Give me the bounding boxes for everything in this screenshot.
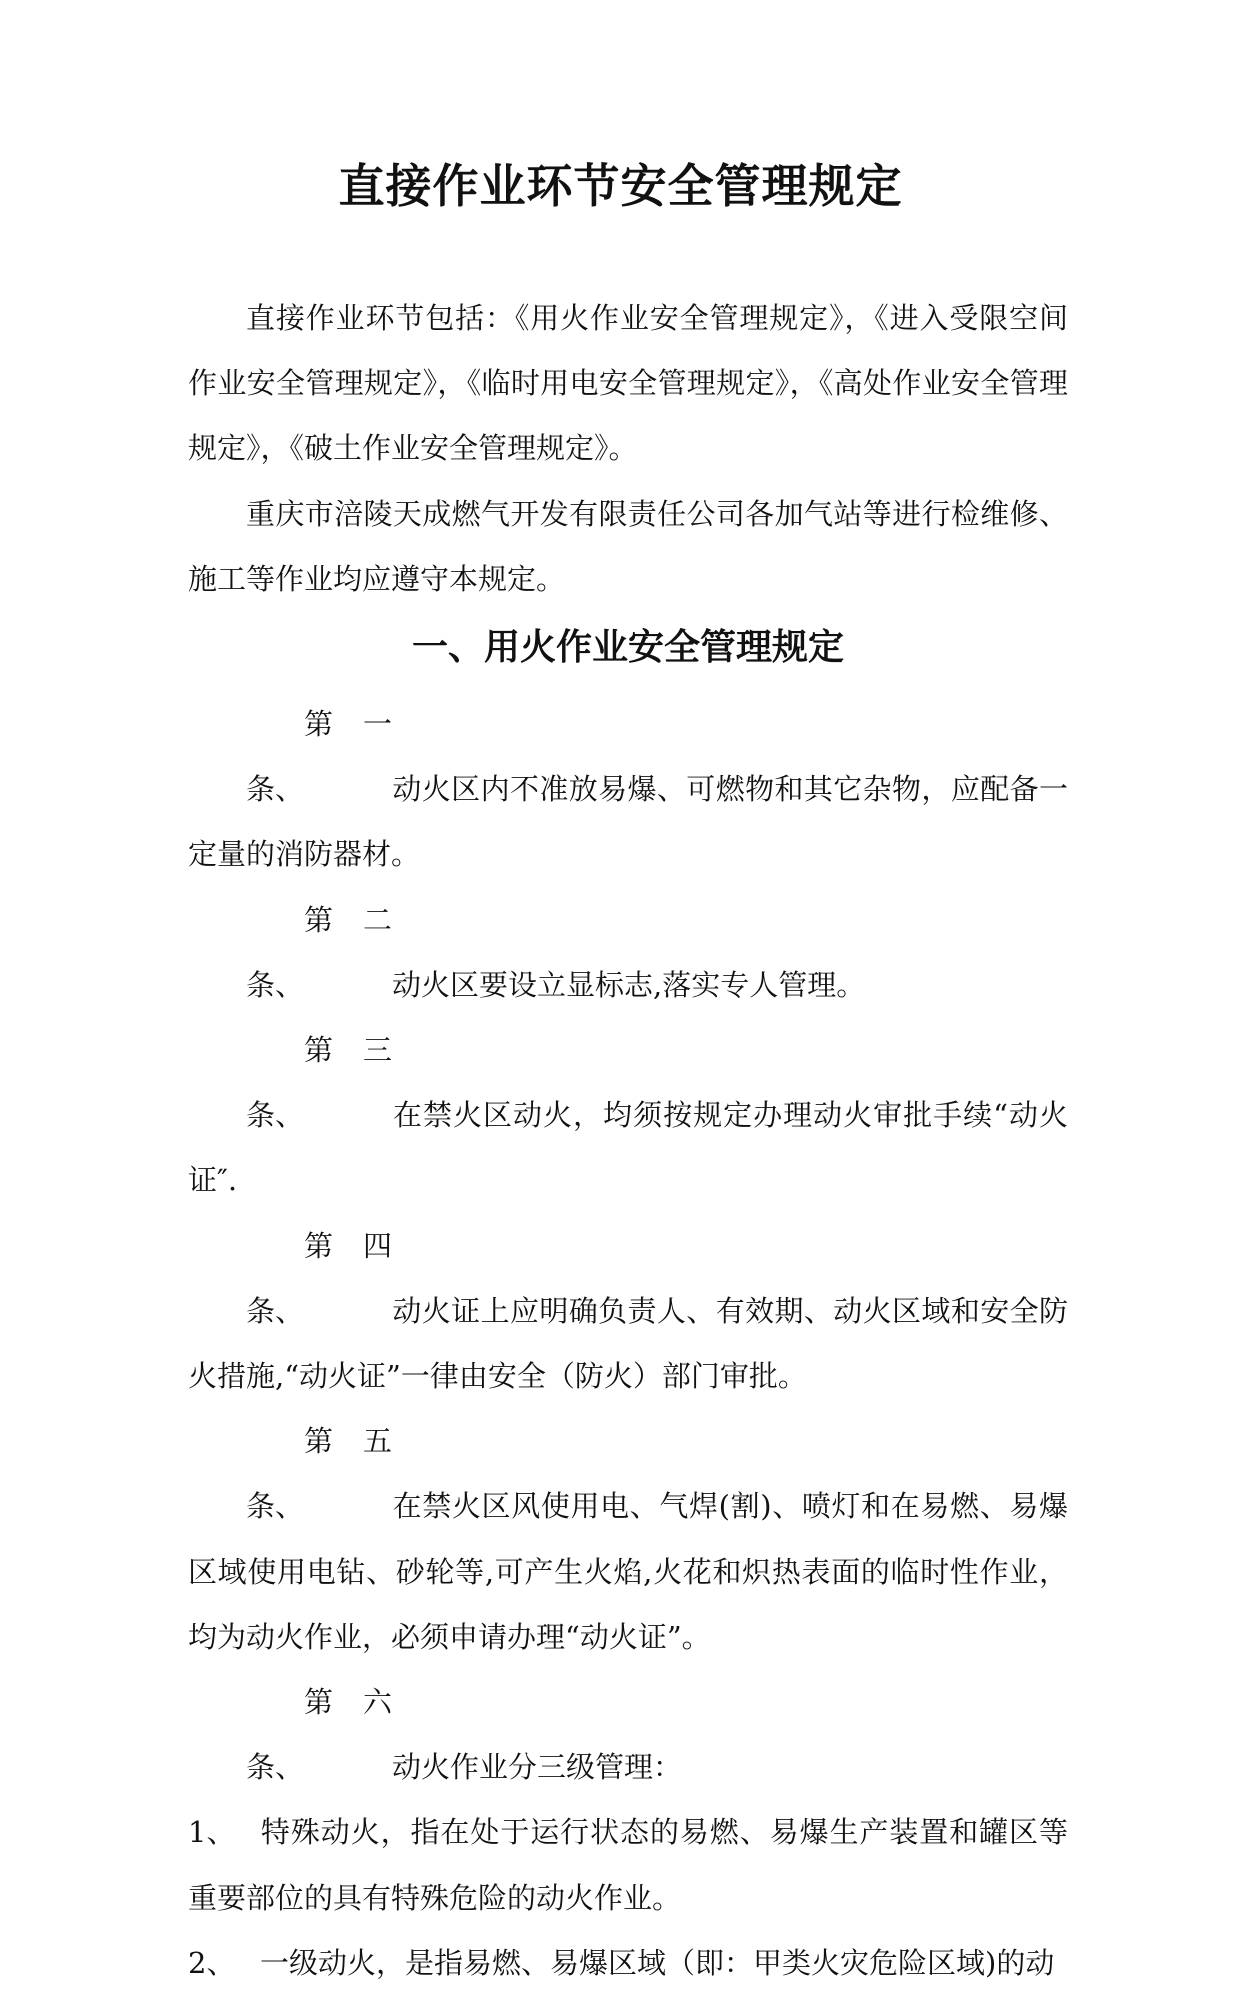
- article-text: 在禁火区动火，均须按规定办理动火审批手续“动火证″.: [188, 1098, 1068, 1198]
- article-4: [188, 1214, 1068, 1410]
- article-5: [188, 1409, 1068, 1670]
- article-text: 动火证上应明确负责人、有效期、动火区域和安全防火措施,“动火证”一律由安全（防火）部门审批。: [188, 1293, 1068, 1394]
- article-number: 第二条、: [246, 902, 392, 1002]
- list-item-1: [188, 1800, 1068, 1930]
- article-1: [188, 692, 1068, 888]
- document-body: [188, 286, 1068, 1996]
- list-item-2: [188, 1931, 1068, 1996]
- article-number: 第五条、: [246, 1424, 392, 1524]
- article-text: 在禁火区风使用电、气焊(割)、喷灯和在易燃、易爆区域使用电钻、砂轮等,可产生火焰,火花和炽热表面的临时性作业，均为动火作业，必须申请办理“动火证”。: [188, 1489, 1068, 1654]
- list-item-text: 特殊动火，指在处于运行状态的易燃、易爆生产装置和罐区等重要部位的具有特殊危险的动火作业。: [188, 1815, 1068, 1915]
- article-text: 动火作业分三级管理：: [392, 1750, 683, 1785]
- article-3: [188, 1018, 1068, 1214]
- article-number: 第四条、: [246, 1228, 392, 1328]
- article-number: 第一条、: [246, 707, 392, 807]
- intro-paragraph-2: 重庆市涪陵天成燃气开发有限责任公司各加气站等进行检维修、施工等作业均应遵守本规定。: [188, 496, 1068, 596]
- article-6: [188, 1670, 1068, 1800]
- list-item-text: 一级动火，是指易燃、易爆区域（即：甲类火灾危险区域)的动: [260, 1945, 1055, 1980]
- list-item-number: 2、: [188, 1945, 236, 1980]
- list-item-number: 1、: [188, 1815, 236, 1850]
- section-heading: 一、用火作业安全管理规定: [411, 627, 844, 669]
- intro-paragraph-1: 直接作业环节包括：《用火作业安全管理规定》，《进入受限空间作业安全管理规定》，《临时用电安全管理规定》，《高处作业安全管理规定》，《破土作业安全管理规定》。: [188, 301, 1068, 466]
- document-title: 直接作业环节安全管理规定: [338, 159, 903, 213]
- article-2: [188, 888, 1068, 1018]
- article-text: 动火区要设立显标志,落实专人管理。: [392, 967, 866, 1002]
- article-number: 第三条、: [246, 1033, 392, 1133]
- article-number: 第六条、: [246, 1685, 392, 1785]
- article-text: 动火区内不准放易爆、可燃物和其它杂物，应配备一定量的消防器材。: [188, 772, 1068, 872]
